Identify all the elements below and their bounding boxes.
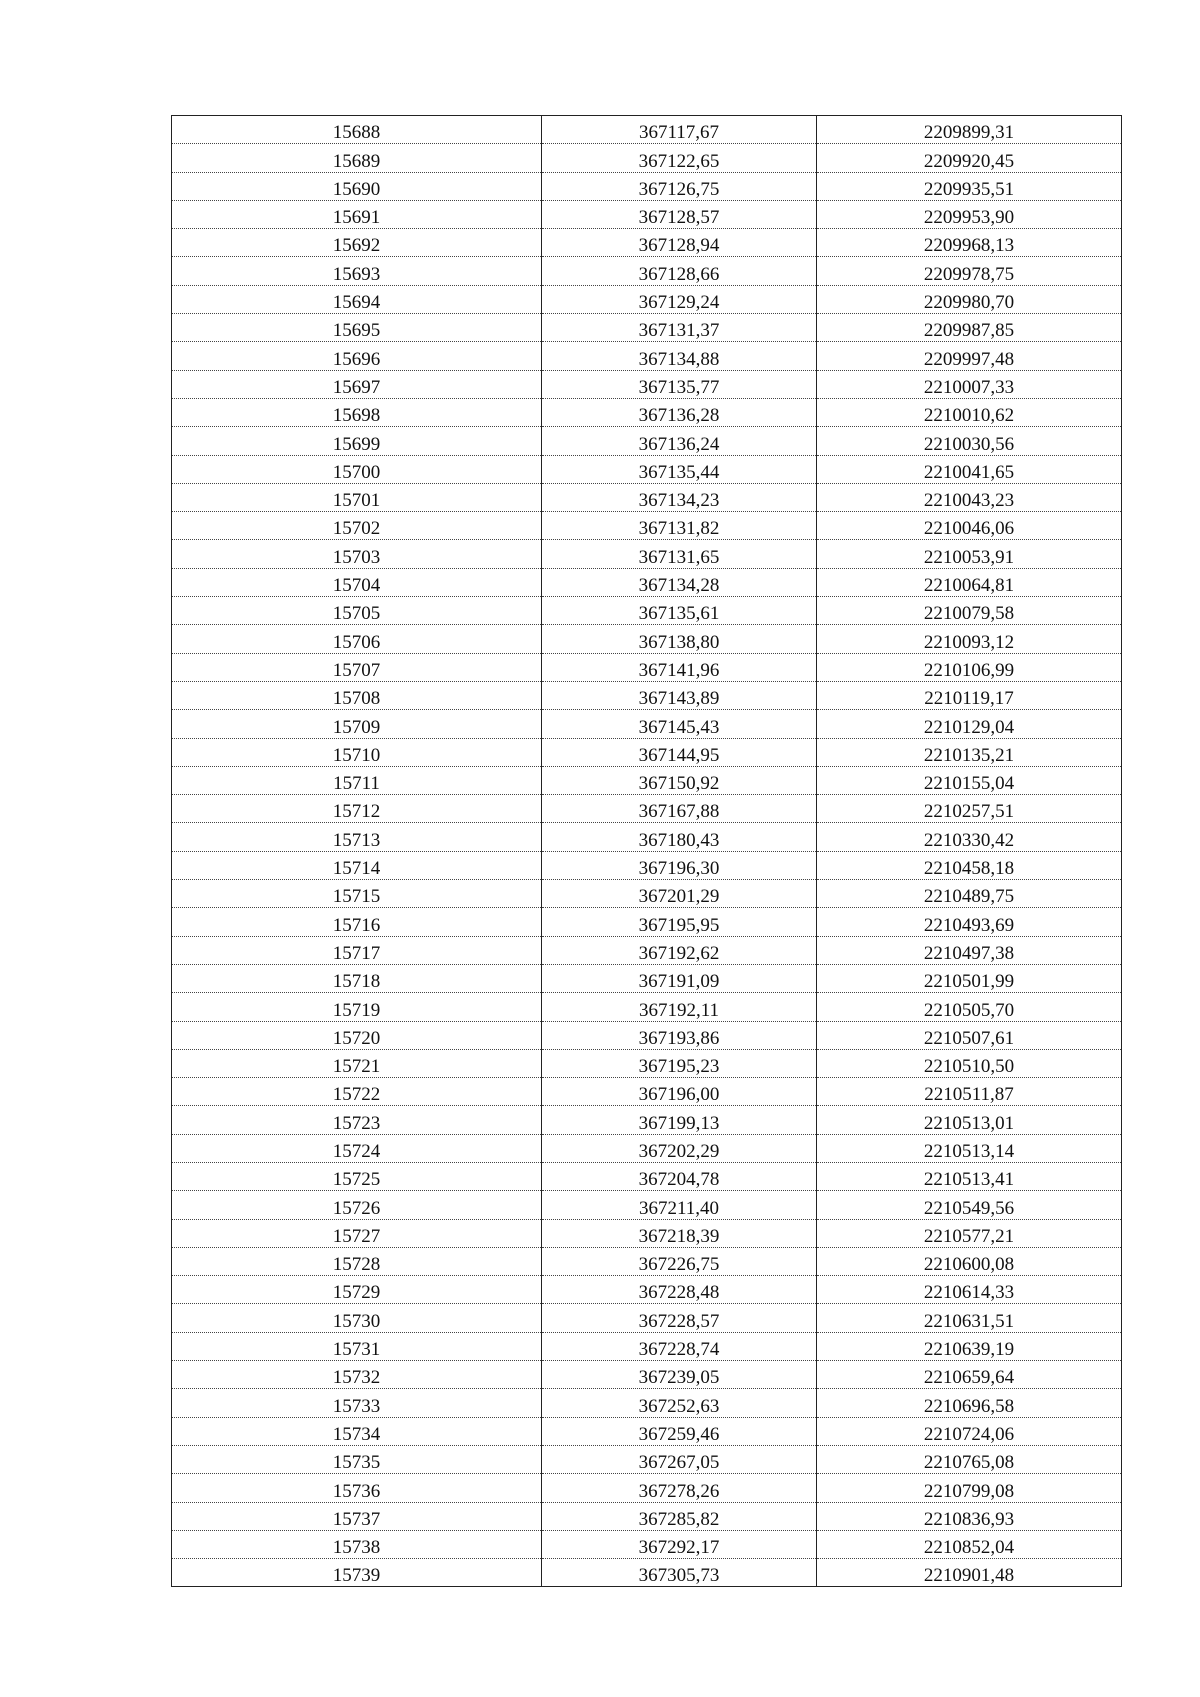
coordinates-table bbox=[171, 115, 1122, 1587]
table-row bbox=[172, 738, 1122, 766]
table-row bbox=[172, 908, 1122, 936]
point-number-cell: 15706 bbox=[172, 625, 542, 653]
x-coordinate-cell: 367204,78 bbox=[542, 1162, 817, 1190]
table-row bbox=[172, 1332, 1122, 1360]
x-coordinate-cell: 367201,29 bbox=[542, 880, 817, 908]
x-coordinate-cell: 367267,05 bbox=[542, 1445, 817, 1473]
x-coordinate-cell: 367192,11 bbox=[542, 993, 817, 1021]
table-row bbox=[172, 880, 1122, 908]
point-number-cell: 15731 bbox=[172, 1332, 542, 1360]
x-coordinate-cell: 367278,26 bbox=[542, 1474, 817, 1502]
table-row bbox=[172, 229, 1122, 257]
x-coordinate-cell: 367180,43 bbox=[542, 823, 817, 851]
y-coordinate-cell: 2210511,87 bbox=[817, 1078, 1122, 1106]
y-coordinate-cell: 2210257,51 bbox=[817, 795, 1122, 823]
table-row bbox=[172, 116, 1122, 144]
y-coordinate-cell: 2209978,75 bbox=[817, 257, 1122, 285]
point-number-cell: 15714 bbox=[172, 851, 542, 879]
y-coordinate-cell: 2210093,12 bbox=[817, 625, 1122, 653]
x-coordinate-cell: 367150,92 bbox=[542, 766, 817, 794]
y-coordinate-cell: 2210507,61 bbox=[817, 1021, 1122, 1049]
y-coordinate-cell: 2210030,56 bbox=[817, 427, 1122, 455]
x-coordinate-cell: 367117,67 bbox=[542, 116, 817, 144]
x-coordinate-cell: 367199,13 bbox=[542, 1106, 817, 1134]
y-coordinate-cell: 2210129,04 bbox=[817, 710, 1122, 738]
point-number-cell: 15696 bbox=[172, 342, 542, 370]
point-number-cell: 15701 bbox=[172, 483, 542, 511]
x-coordinate-cell: 367122,65 bbox=[542, 144, 817, 172]
table-row bbox=[172, 936, 1122, 964]
y-coordinate-cell: 2210614,33 bbox=[817, 1276, 1122, 1304]
x-coordinate-cell: 367145,43 bbox=[542, 710, 817, 738]
table-row bbox=[172, 1361, 1122, 1389]
y-coordinate-cell: 2209980,70 bbox=[817, 285, 1122, 313]
point-number-cell: 15694 bbox=[172, 285, 542, 313]
point-number-cell: 15693 bbox=[172, 257, 542, 285]
point-number-cell: 15734 bbox=[172, 1417, 542, 1445]
y-coordinate-cell: 2210513,41 bbox=[817, 1162, 1122, 1190]
table-row bbox=[172, 1304, 1122, 1332]
point-number-cell: 15733 bbox=[172, 1389, 542, 1417]
table-row bbox=[172, 1247, 1122, 1275]
y-coordinate-cell: 2210155,04 bbox=[817, 766, 1122, 794]
point-number-cell: 15725 bbox=[172, 1162, 542, 1190]
y-coordinate-cell: 2210458,18 bbox=[817, 851, 1122, 879]
y-coordinate-cell: 2210852,04 bbox=[817, 1530, 1122, 1558]
x-coordinate-cell: 367128,66 bbox=[542, 257, 817, 285]
point-number-cell: 15716 bbox=[172, 908, 542, 936]
y-coordinate-cell: 2210079,58 bbox=[817, 597, 1122, 625]
y-coordinate-cell: 2210513,14 bbox=[817, 1134, 1122, 1162]
point-number-cell: 15717 bbox=[172, 936, 542, 964]
table-row bbox=[172, 398, 1122, 426]
y-coordinate-cell: 2210836,93 bbox=[817, 1502, 1122, 1530]
table-row bbox=[172, 314, 1122, 342]
point-number-cell: 15724 bbox=[172, 1134, 542, 1162]
table-row bbox=[172, 1417, 1122, 1445]
y-coordinate-cell: 2210007,33 bbox=[817, 370, 1122, 398]
point-number-cell: 15727 bbox=[172, 1219, 542, 1247]
coordinates-table-body bbox=[172, 116, 1122, 1587]
point-number-cell: 15705 bbox=[172, 597, 542, 625]
y-coordinate-cell: 2210330,42 bbox=[817, 823, 1122, 851]
table-row bbox=[172, 1049, 1122, 1077]
y-coordinate-cell: 2210135,21 bbox=[817, 738, 1122, 766]
x-coordinate-cell: 367193,86 bbox=[542, 1021, 817, 1049]
x-coordinate-cell: 367134,28 bbox=[542, 568, 817, 596]
y-coordinate-cell: 2209899,31 bbox=[817, 116, 1122, 144]
y-coordinate-cell: 2210696,58 bbox=[817, 1389, 1122, 1417]
x-coordinate-cell: 367211,40 bbox=[542, 1191, 817, 1219]
point-number-cell: 15729 bbox=[172, 1276, 542, 1304]
table-row bbox=[172, 427, 1122, 455]
x-coordinate-cell: 367141,96 bbox=[542, 653, 817, 681]
x-coordinate-cell: 367167,88 bbox=[542, 795, 817, 823]
point-number-cell: 15718 bbox=[172, 964, 542, 992]
x-coordinate-cell: 367126,75 bbox=[542, 172, 817, 200]
point-number-cell: 15695 bbox=[172, 314, 542, 342]
table-row bbox=[172, 568, 1122, 596]
point-number-cell: 15739 bbox=[172, 1559, 542, 1587]
point-number-cell: 15736 bbox=[172, 1474, 542, 1502]
table-row bbox=[172, 257, 1122, 285]
table-row bbox=[172, 851, 1122, 879]
table-row bbox=[172, 1219, 1122, 1247]
x-coordinate-cell: 367292,17 bbox=[542, 1530, 817, 1558]
y-coordinate-cell: 2209987,85 bbox=[817, 314, 1122, 342]
point-number-cell: 15702 bbox=[172, 512, 542, 540]
point-number-cell: 15726 bbox=[172, 1191, 542, 1219]
y-coordinate-cell: 2210119,17 bbox=[817, 681, 1122, 709]
x-coordinate-cell: 367259,46 bbox=[542, 1417, 817, 1445]
point-number-cell: 15738 bbox=[172, 1530, 542, 1558]
table-row bbox=[172, 455, 1122, 483]
x-coordinate-cell: 367135,77 bbox=[542, 370, 817, 398]
point-number-cell: 15704 bbox=[172, 568, 542, 596]
table-row bbox=[172, 1162, 1122, 1190]
table-row bbox=[172, 1021, 1122, 1049]
table-row bbox=[172, 766, 1122, 794]
y-coordinate-cell: 2210765,08 bbox=[817, 1445, 1122, 1473]
y-coordinate-cell: 2210010,62 bbox=[817, 398, 1122, 426]
table-row bbox=[172, 1134, 1122, 1162]
x-coordinate-cell: 367144,95 bbox=[542, 738, 817, 766]
point-number-cell: 15689 bbox=[172, 144, 542, 172]
x-coordinate-cell: 367136,24 bbox=[542, 427, 817, 455]
table-row bbox=[172, 1191, 1122, 1219]
point-number-cell: 15698 bbox=[172, 398, 542, 426]
table-row bbox=[172, 597, 1122, 625]
point-number-cell: 15708 bbox=[172, 681, 542, 709]
point-number-cell: 15700 bbox=[172, 455, 542, 483]
y-coordinate-cell: 2210577,21 bbox=[817, 1219, 1122, 1247]
table-row bbox=[172, 483, 1122, 511]
y-coordinate-cell: 2209935,51 bbox=[817, 172, 1122, 200]
x-coordinate-cell: 367131,37 bbox=[542, 314, 817, 342]
table-row bbox=[172, 1389, 1122, 1417]
x-coordinate-cell: 367195,95 bbox=[542, 908, 817, 936]
x-coordinate-cell: 367305,73 bbox=[542, 1559, 817, 1587]
y-coordinate-cell: 2210799,08 bbox=[817, 1474, 1122, 1502]
x-coordinate-cell: 367202,29 bbox=[542, 1134, 817, 1162]
point-number-cell: 15722 bbox=[172, 1078, 542, 1106]
table-row bbox=[172, 795, 1122, 823]
point-number-cell: 15692 bbox=[172, 229, 542, 257]
point-number-cell: 15730 bbox=[172, 1304, 542, 1332]
point-number-cell: 15737 bbox=[172, 1502, 542, 1530]
table-row bbox=[172, 1474, 1122, 1502]
point-number-cell: 15732 bbox=[172, 1361, 542, 1389]
x-coordinate-cell: 367228,74 bbox=[542, 1332, 817, 1360]
y-coordinate-cell: 2210064,81 bbox=[817, 568, 1122, 596]
point-number-cell: 15713 bbox=[172, 823, 542, 851]
point-number-cell: 15688 bbox=[172, 116, 542, 144]
x-coordinate-cell: 367129,24 bbox=[542, 285, 817, 313]
x-coordinate-cell: 367191,09 bbox=[542, 964, 817, 992]
y-coordinate-cell: 2210659,64 bbox=[817, 1361, 1122, 1389]
x-coordinate-cell: 367131,82 bbox=[542, 512, 817, 540]
x-coordinate-cell: 367128,94 bbox=[542, 229, 817, 257]
table-row bbox=[172, 993, 1122, 1021]
table-row bbox=[172, 200, 1122, 228]
point-number-cell: 15728 bbox=[172, 1247, 542, 1275]
y-coordinate-cell: 2210489,75 bbox=[817, 880, 1122, 908]
y-coordinate-cell: 2210041,65 bbox=[817, 455, 1122, 483]
x-coordinate-cell: 367192,62 bbox=[542, 936, 817, 964]
table-row bbox=[172, 1276, 1122, 1304]
table-row bbox=[172, 1106, 1122, 1134]
x-coordinate-cell: 367134,23 bbox=[542, 483, 817, 511]
table-row bbox=[172, 625, 1122, 653]
y-coordinate-cell: 2210724,06 bbox=[817, 1417, 1122, 1445]
point-number-cell: 15720 bbox=[172, 1021, 542, 1049]
table-row bbox=[172, 285, 1122, 313]
point-number-cell: 15719 bbox=[172, 993, 542, 1021]
y-coordinate-cell: 2210501,99 bbox=[817, 964, 1122, 992]
x-coordinate-cell: 367136,28 bbox=[542, 398, 817, 426]
table-row bbox=[172, 964, 1122, 992]
table-row bbox=[172, 1078, 1122, 1106]
table-row bbox=[172, 823, 1122, 851]
y-coordinate-cell: 2210043,23 bbox=[817, 483, 1122, 511]
x-coordinate-cell: 367196,30 bbox=[542, 851, 817, 879]
point-number-cell: 15690 bbox=[172, 172, 542, 200]
table-row bbox=[172, 1445, 1122, 1473]
x-coordinate-cell: 367228,48 bbox=[542, 1276, 817, 1304]
x-coordinate-cell: 367239,05 bbox=[542, 1361, 817, 1389]
table-row bbox=[172, 1530, 1122, 1558]
point-number-cell: 15697 bbox=[172, 370, 542, 398]
point-number-cell: 15699 bbox=[172, 427, 542, 455]
x-coordinate-cell: 367252,63 bbox=[542, 1389, 817, 1417]
table-row bbox=[172, 1502, 1122, 1530]
table-row bbox=[172, 653, 1122, 681]
y-coordinate-cell: 2210106,99 bbox=[817, 653, 1122, 681]
point-number-cell: 15691 bbox=[172, 200, 542, 228]
y-coordinate-cell: 2210631,51 bbox=[817, 1304, 1122, 1332]
point-number-cell: 15715 bbox=[172, 880, 542, 908]
table-row bbox=[172, 172, 1122, 200]
y-coordinate-cell: 2210497,38 bbox=[817, 936, 1122, 964]
x-coordinate-cell: 367138,80 bbox=[542, 625, 817, 653]
point-number-cell: 15721 bbox=[172, 1049, 542, 1077]
y-coordinate-cell: 2209997,48 bbox=[817, 342, 1122, 370]
table-row bbox=[172, 370, 1122, 398]
point-number-cell: 15712 bbox=[172, 795, 542, 823]
y-coordinate-cell: 2209953,90 bbox=[817, 200, 1122, 228]
x-coordinate-cell: 367135,44 bbox=[542, 455, 817, 483]
table-row bbox=[172, 1559, 1122, 1587]
x-coordinate-cell: 367228,57 bbox=[542, 1304, 817, 1332]
point-number-cell: 15711 bbox=[172, 766, 542, 794]
point-number-cell: 15710 bbox=[172, 738, 542, 766]
y-coordinate-cell: 2210549,56 bbox=[817, 1191, 1122, 1219]
y-coordinate-cell: 2210600,08 bbox=[817, 1247, 1122, 1275]
table-row bbox=[172, 144, 1122, 172]
y-coordinate-cell: 2210513,01 bbox=[817, 1106, 1122, 1134]
y-coordinate-cell: 2210901,48 bbox=[817, 1559, 1122, 1587]
point-number-cell: 15735 bbox=[172, 1445, 542, 1473]
y-coordinate-cell: 2210639,19 bbox=[817, 1332, 1122, 1360]
y-coordinate-cell: 2210510,50 bbox=[817, 1049, 1122, 1077]
x-coordinate-cell: 367128,57 bbox=[542, 200, 817, 228]
y-coordinate-cell: 2210493,69 bbox=[817, 908, 1122, 936]
table-row bbox=[172, 512, 1122, 540]
x-coordinate-cell: 367143,89 bbox=[542, 681, 817, 709]
x-coordinate-cell: 367131,65 bbox=[542, 540, 817, 568]
x-coordinate-cell: 367285,82 bbox=[542, 1502, 817, 1530]
point-number-cell: 15723 bbox=[172, 1106, 542, 1134]
table-row bbox=[172, 710, 1122, 738]
table-row bbox=[172, 540, 1122, 568]
point-number-cell: 15703 bbox=[172, 540, 542, 568]
x-coordinate-cell: 367196,00 bbox=[542, 1078, 817, 1106]
point-number-cell: 15709 bbox=[172, 710, 542, 738]
y-coordinate-cell: 2209968,13 bbox=[817, 229, 1122, 257]
point-number-cell: 15707 bbox=[172, 653, 542, 681]
y-coordinate-cell: 2210046,06 bbox=[817, 512, 1122, 540]
table-row bbox=[172, 681, 1122, 709]
x-coordinate-cell: 367226,75 bbox=[542, 1247, 817, 1275]
x-coordinate-cell: 367218,39 bbox=[542, 1219, 817, 1247]
y-coordinate-cell: 2210053,91 bbox=[817, 540, 1122, 568]
table-row bbox=[172, 342, 1122, 370]
x-coordinate-cell: 367134,88 bbox=[542, 342, 817, 370]
y-coordinate-cell: 2210505,70 bbox=[817, 993, 1122, 1021]
x-coordinate-cell: 367135,61 bbox=[542, 597, 817, 625]
x-coordinate-cell: 367195,23 bbox=[542, 1049, 817, 1077]
y-coordinate-cell: 2209920,45 bbox=[817, 144, 1122, 172]
